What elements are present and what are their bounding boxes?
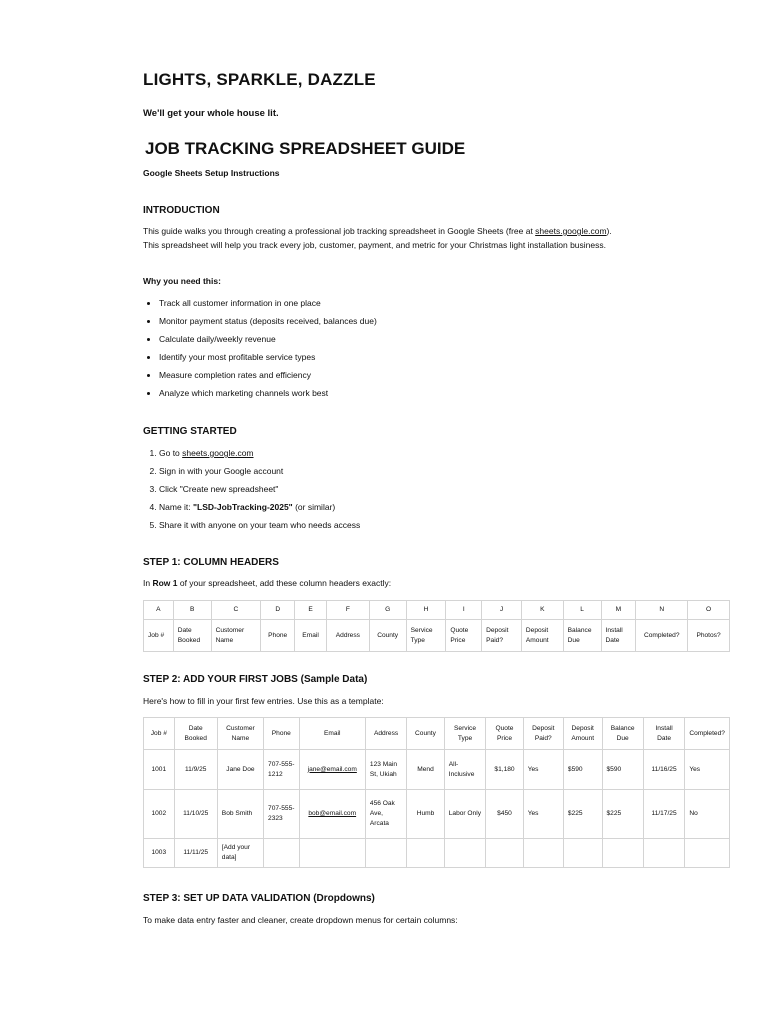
- table-cell: 11/17/25: [643, 790, 685, 839]
- table-cell: [486, 839, 523, 868]
- table-cell: Yes: [523, 750, 563, 790]
- step3-intro: To make data entry faster and cleaner, create dropdown menus for certain columns:: [143, 915, 458, 925]
- list-item: • Calculate daily/weekly revenue: [159, 333, 377, 351]
- table-cell: 707-555-2323: [264, 790, 300, 839]
- table-cell: Humb: [407, 790, 444, 839]
- list-item: • Track all customer information in one place: [159, 297, 377, 315]
- column-header: Address: [365, 718, 406, 750]
- table-cell: Labor Only: [444, 790, 486, 839]
- tagline: We'll get your whole house lit.: [143, 108, 279, 119]
- table-cell: [685, 839, 730, 868]
- column-header: Phone: [264, 718, 300, 750]
- table-cell: 1003: [144, 839, 175, 868]
- table-cell: $450: [486, 790, 523, 839]
- column-letter: B: [173, 601, 211, 620]
- table-cell: [444, 839, 486, 868]
- column-letter-row: [144, 601, 730, 620]
- column-name: Balance Due: [563, 620, 601, 652]
- column-letter: M: [601, 601, 636, 620]
- column-headers-table: [143, 600, 730, 652]
- column-name: Job #: [144, 620, 174, 652]
- list-item: • Monitor payment status (deposits received, balances due): [159, 315, 377, 333]
- table-cell: 707-555-1212: [264, 750, 300, 790]
- step-text: Go to: [159, 448, 183, 458]
- column-header: Completed?: [685, 718, 730, 750]
- table-cell: 11/11/25: [174, 839, 217, 868]
- table-cell: [643, 839, 685, 868]
- table-header-row: [144, 718, 730, 750]
- list-item: • Identify your most profitable service types: [159, 351, 377, 369]
- benefits-list: [143, 297, 377, 406]
- step2-heading: STEP 2: ADD YOUR FIRST JOBS (Sample Data): [143, 674, 368, 685]
- sheets-link[interactable]: sheets.google.com: [182, 448, 254, 458]
- email-link[interactable]: jane@email.com: [299, 750, 365, 790]
- column-letter: A: [144, 601, 174, 620]
- column-letter: C: [211, 601, 261, 620]
- table-cell: [365, 839, 406, 868]
- step1-intro-text: In: [143, 578, 153, 588]
- column-header: County: [407, 718, 444, 750]
- list-item: [159, 501, 360, 519]
- step-text: (or similar): [292, 502, 336, 513]
- table-cell: [264, 839, 300, 868]
- sample-data-table: [143, 717, 730, 868]
- table-cell: Bob Smith: [217, 790, 263, 839]
- column-name: Customer Name: [211, 620, 261, 652]
- table-cell: [299, 839, 365, 868]
- column-name: Photos?: [688, 620, 730, 652]
- table-row: [144, 790, 730, 839]
- table-cell: 11/9/25: [174, 750, 217, 790]
- column-header: Deposit Paid?: [523, 718, 563, 750]
- sample-data-table-wrap: [143, 717, 730, 872]
- table-cell: $1,180: [486, 750, 523, 790]
- step1-heading: STEP 1: COLUMN HEADERS: [143, 557, 279, 568]
- column-header: Quote Price: [486, 718, 523, 750]
- step3-heading: STEP 3: SET UP DATA VALIDATION (Dropdowns): [143, 893, 375, 904]
- column-letter: F: [326, 601, 369, 620]
- why-heading: Why you need this:: [143, 276, 221, 286]
- column-header: Customer Name: [217, 718, 263, 750]
- table-cell: $225: [602, 790, 643, 839]
- column-header: Date Booked: [174, 718, 217, 750]
- column-header: Deposit Amount: [563, 718, 602, 750]
- guide-title: JOB TRACKING SPREADSHEET GUIDE: [145, 139, 466, 158]
- column-name: County: [369, 620, 406, 652]
- list-item: [159, 447, 360, 465]
- column-letter: J: [482, 601, 522, 620]
- list-item: • Analyze which marketing channels work best: [159, 387, 377, 405]
- column-name: Completed?: [636, 620, 688, 652]
- intro-heading: INTRODUCTION: [143, 205, 220, 216]
- table-cell: [407, 839, 444, 868]
- guide-subtitle: Google Sheets Setup Instructions: [143, 168, 280, 178]
- step1-intro: [143, 577, 628, 591]
- column-name: Date Booked: [173, 620, 211, 652]
- table-cell: [602, 839, 643, 868]
- row-label: Row 1: [152, 578, 178, 588]
- column-letter: N: [636, 601, 688, 620]
- column-name: Deposit Paid?: [482, 620, 522, 652]
- column-header: Job #: [144, 718, 175, 750]
- column-name: Deposit Amount: [521, 620, 563, 652]
- column-header: Install Date: [643, 718, 685, 750]
- table-cell: $590: [602, 750, 643, 790]
- column-letter: H: [406, 601, 446, 620]
- column-header: Service Type: [444, 718, 486, 750]
- list-item: 2. Sign in with your Google account: [159, 465, 360, 483]
- step1-intro-text: of your spreadsheet, add these column headers exactly:: [177, 578, 392, 588]
- column-letter: D: [261, 601, 295, 620]
- step2-intro: Here's how to fill in your first few entries. Use this as a template:: [143, 696, 384, 706]
- table-cell: Yes: [523, 790, 563, 839]
- column-name: Service Type: [406, 620, 446, 652]
- sheets-link[interactable]: sheets.google.com: [535, 226, 607, 236]
- email-link[interactable]: bob@email.com: [299, 790, 365, 839]
- list-item: • Measure completion rates and efficiency: [159, 369, 377, 387]
- column-headers-table-wrap: [143, 600, 730, 652]
- table-cell: 456 Oak Ave, Arcata: [365, 790, 406, 839]
- table-cell: All-Inclusive: [444, 750, 486, 790]
- table-cell: 11/10/25: [174, 790, 217, 839]
- column-name-row: [144, 620, 730, 652]
- column-name: Email: [295, 620, 327, 652]
- table-cell: Mend: [407, 750, 444, 790]
- table-cell: $590: [563, 750, 602, 790]
- list-item: 5. Share it with anyone on your team who needs access: [159, 519, 360, 537]
- list-item: 3. Click "Create new spreadsheet": [159, 483, 360, 501]
- intro-text-before: This guide walks you through creating a professional job tracking spreadsheet in Google Sheets (free at: [143, 226, 536, 236]
- table-cell: [Add your data]: [217, 839, 263, 868]
- table-cell: 11/16/25: [643, 750, 685, 790]
- brand-title: LIGHTS, SPARKLE, DAZZLE: [143, 70, 376, 89]
- column-letter: O: [688, 601, 730, 620]
- column-letter: L: [563, 601, 601, 620]
- column-letter: I: [446, 601, 482, 620]
- table-row: [144, 750, 730, 790]
- table-cell: $225: [563, 790, 602, 839]
- column-header: Balance Due: [602, 718, 643, 750]
- table-cell: 123 Main St, Ukiah: [365, 750, 406, 790]
- column-letter: K: [521, 601, 563, 620]
- column-name: Quote Price: [446, 620, 482, 652]
- column-letter: G: [369, 601, 406, 620]
- table-cell: Jane Doe: [217, 750, 263, 790]
- spreadsheet-name: "LSD-JobTracking-2025": [193, 502, 293, 513]
- table-cell: [563, 839, 602, 868]
- column-name: Install Date: [601, 620, 636, 652]
- column-header: Email: [299, 718, 365, 750]
- table-cell: Yes: [685, 750, 730, 790]
- table-cell: 1001: [144, 750, 175, 790]
- column-name: Phone: [261, 620, 295, 652]
- table-cell: 1002: [144, 790, 175, 839]
- intro-paragraph: [143, 225, 628, 252]
- getting-started-heading: GETTING STARTED: [143, 426, 237, 437]
- table-cell: [523, 839, 563, 868]
- getting-started-steps: [143, 447, 360, 537]
- column-name: Address: [326, 620, 369, 652]
- table-row: [144, 839, 730, 868]
- step-text: Name it:: [159, 502, 194, 513]
- table-cell: No: [685, 790, 730, 839]
- column-letter: E: [295, 601, 327, 620]
- intro-text-after: ). This spreadsheet will help you track every job, customer, payment, and metric for your Christmas light installation business.: [143, 226, 612, 250]
